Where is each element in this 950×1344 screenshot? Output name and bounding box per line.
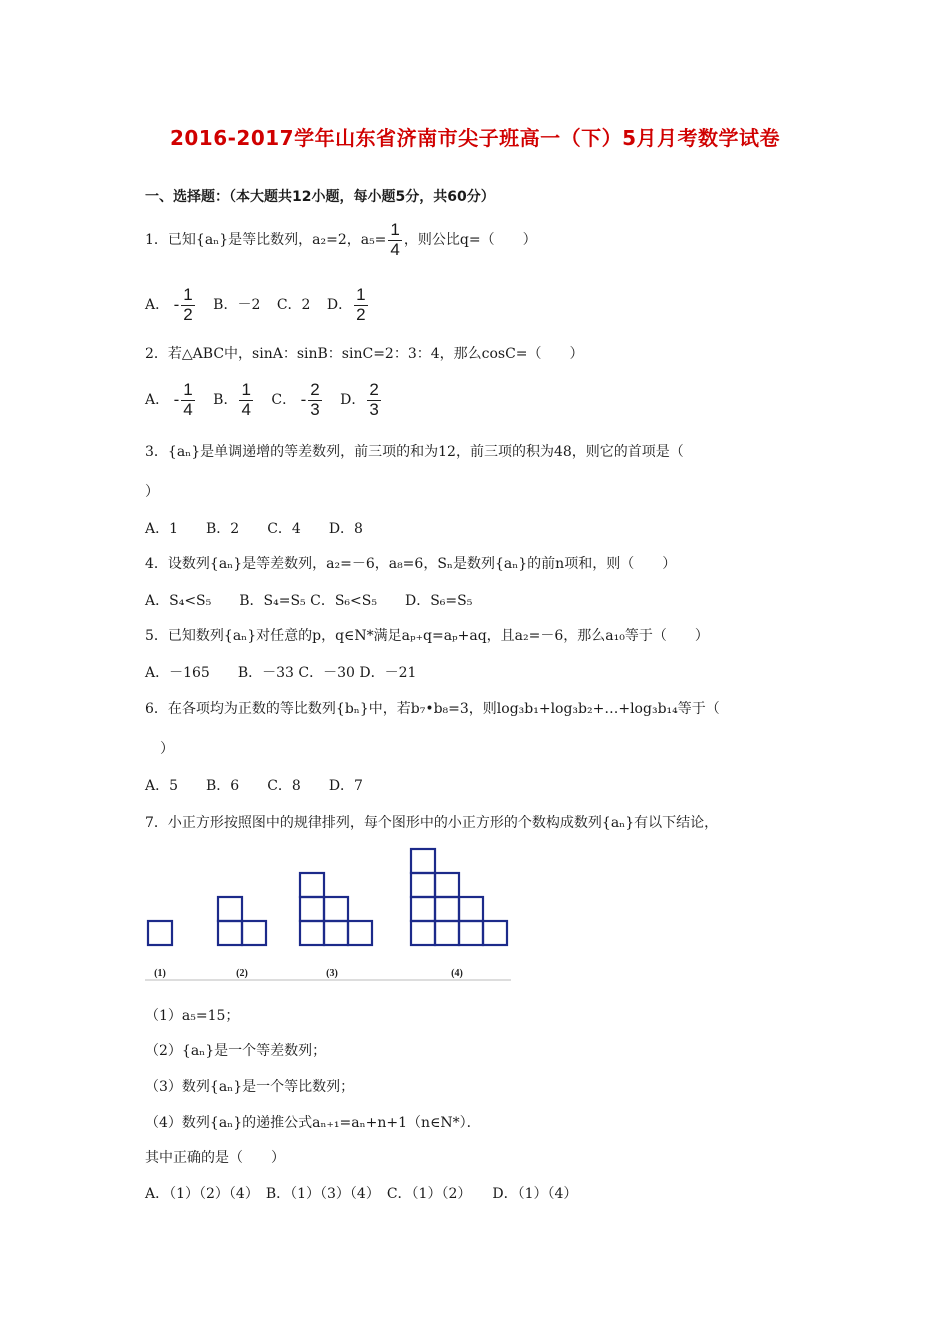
question-1-options [145,286,370,324]
question-4-options[interactable]: A．S₄<S₅ B．S₄=S₅ C．S₆<S₅ D．S₆=S₅ [145,593,473,609]
statement-4: （4）数列{aₙ}的递推公式aₙ₊₁=aₙ+n+1（n∈N*）． [145,1115,481,1131]
question-1-tail: ，则公比q=（ ） [403,232,537,249]
question-7: 7．小正方形按照图中的规律排列，每个图形中的小正方形的个数构成数列{aₙ}有以下结论， [145,815,719,831]
figure-label-3: (3) [326,968,338,979]
option-b[interactable]: B． $\frac{1}{4}$ [213,380,251,419]
question-5: 5．已知数列{aₙ}对任意的p，q∈N*满足aₚ₊q=aₚ+aq，且a₂=－6，那么a₁₀等于（ ） [145,628,709,644]
question-3: 3．{aₙ}是单调递增的等差数列，前三项的和为12，前三项的积为48，则它的首项是（ [145,444,684,460]
question-6-cont: ） [160,741,174,757]
statement-2: （2）{aₙ}是一个等差数列； [145,1043,327,1059]
section-heading: 一、选择题：（本大题共12小题，每小题5分，共60分） [145,189,495,205]
square-pattern-figure [145,842,511,982]
option-c[interactable]: C．2 [276,297,311,314]
option-a[interactable]: A． - $\frac{1}{2}$ [145,285,193,324]
option-c[interactable]: C． - $\frac{2}{3}$ [271,380,320,419]
fraction: $\frac{1}{4}$ [390,220,400,259]
question-2-options [145,381,383,419]
figure-label-4: (4) [451,968,463,979]
page-title: 2016-2017学年山东省济南市尖子班高一（下）5月月考数学试卷 [169,126,781,150]
question-2: 2．若△ABC中，sinA：sinB：sinC=2：3：4，那么cosC=（ ） [145,346,584,362]
question-1-text: 1．已知{aₙ}是等比数列，a₂=2，a₅= [145,232,387,249]
option-a[interactable]: A． - $\frac{1}{4}$ [145,380,193,419]
question-6: 6．在各项均为正数的等比数列{bₙ}中，若b₇•b₈=3，则log₃b₁+log₃b₂+…+log₃b₁₄等于（ [145,701,720,717]
question-3-options[interactable]: A．1 B．2 C．4 D．8 [145,521,363,537]
question-7-options[interactable]: A．（1）（2）（4） B．（1）（3）（4） C．（1）（2） D．（1）（4） [145,1186,578,1202]
question-3-cont: ） [145,484,159,500]
figure-label-2: (2) [236,968,248,979]
figure-1-square [148,921,172,945]
option-d[interactable]: D． $\frac{1}{2}$ [326,285,366,324]
question-4: 4．设数列{aₙ}是等差数列，a₂=－6，a₈=6，Sₙ是数列{aₙ}的前n项和，则（ ） [145,556,677,572]
question-5-options[interactable]: A．－165 B．－33 C．－30 D．－21 [145,665,417,681]
question-6-options[interactable]: A．5 B．6 C．8 D．7 [145,778,363,794]
option-d[interactable]: D． $\frac{2}{3}$ [340,380,379,419]
statement-1: （1）a₅=15； [145,1008,240,1024]
option-b[interactable]: B．－2 [213,297,261,314]
figure-label-1: (1) [154,968,166,979]
question-1 [145,221,537,259]
question-7-ask: 其中正确的是（ ） [145,1150,285,1166]
statement-3: （3）数列{aₙ}是一个等比数列； [145,1079,355,1095]
